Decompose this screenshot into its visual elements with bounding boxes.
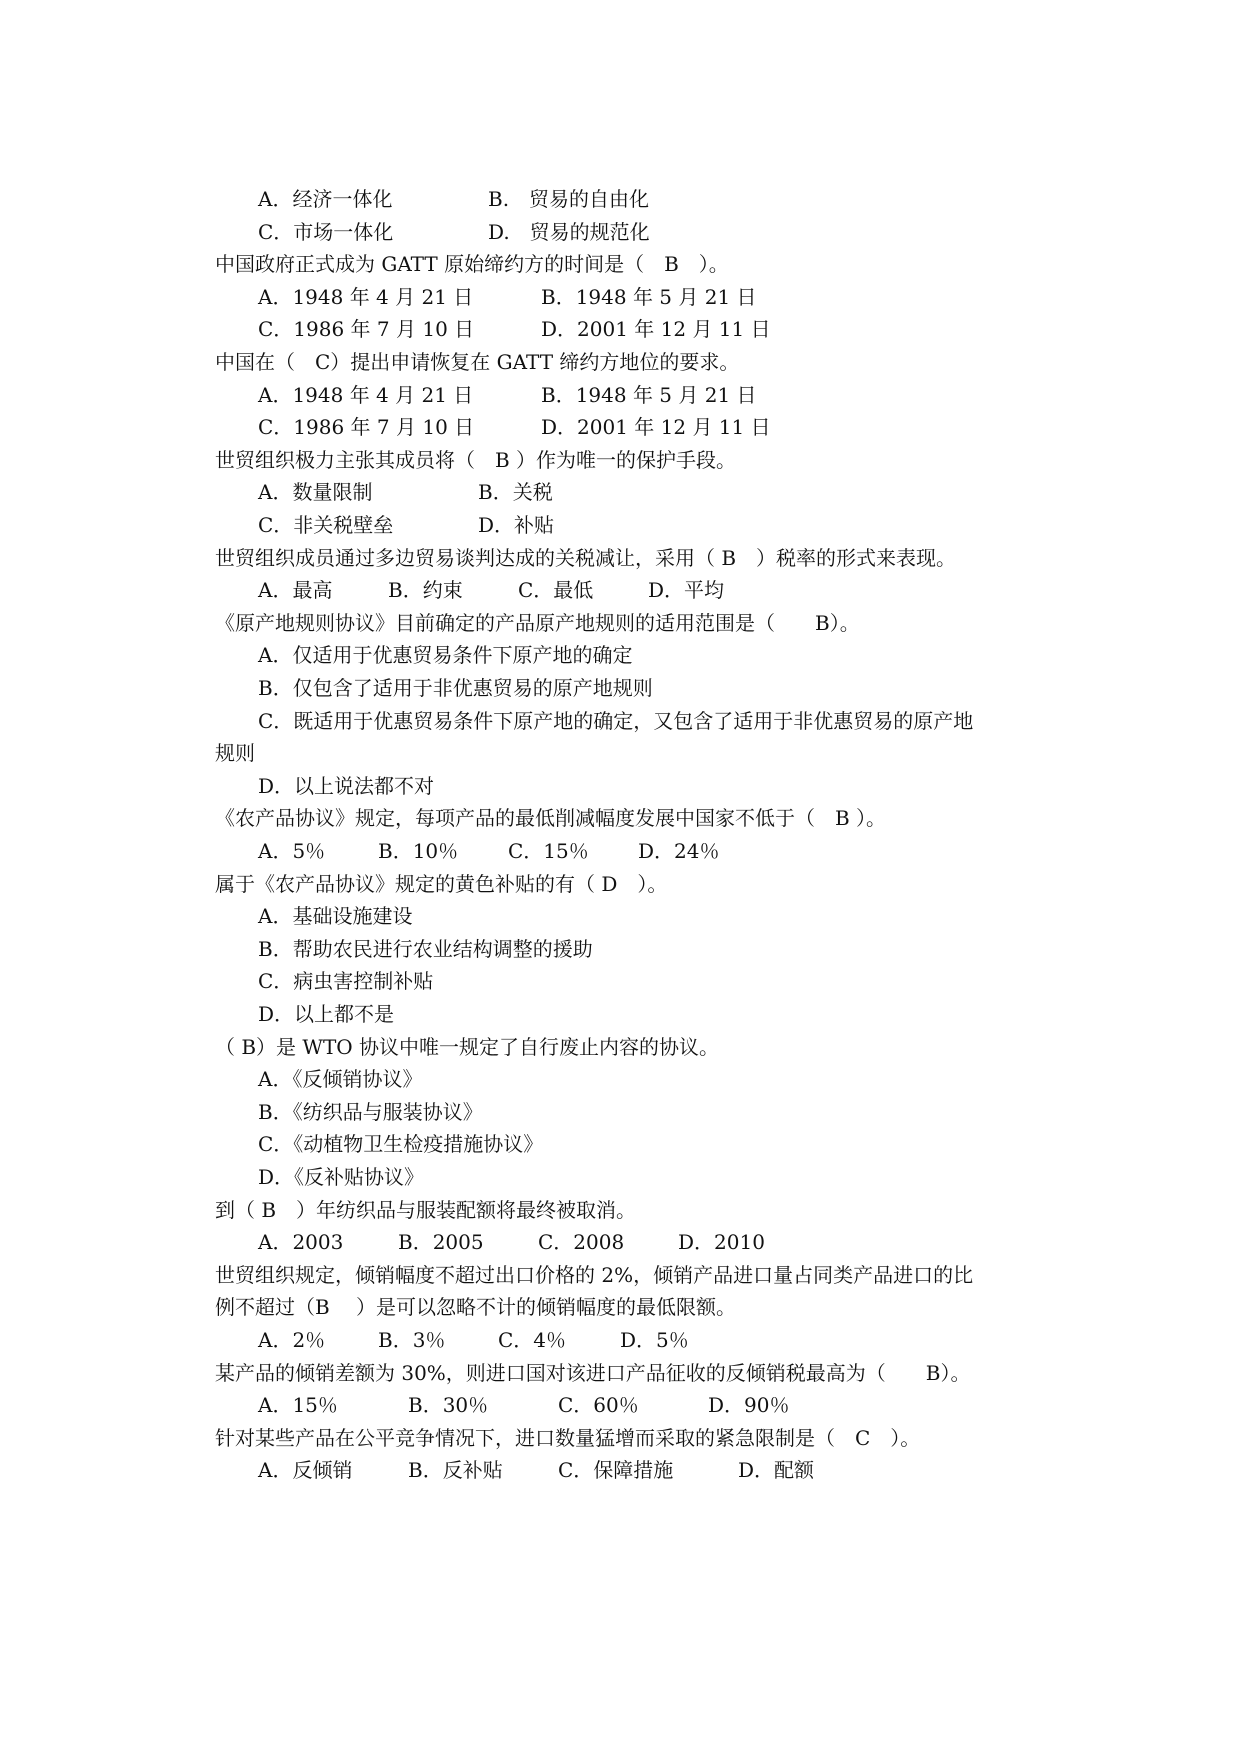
option-row [258, 183, 1088, 215]
option-row: C．病虫害控制补贴 [258, 969, 434, 994]
option-row [258, 1324, 1088, 1356]
option-row: B．《纺织品与服装协议》 [258, 1099, 483, 1124]
option-row: A．《反倾销协议》 [258, 1067, 423, 1092]
option-row [258, 313, 1088, 345]
option-item: C．4％ [498, 1328, 567, 1352]
question-line: 《原产地规则协议》目前确定的产品原产地规则的适用范围是（ B）。 [215, 610, 860, 635]
option-item: C．最低 [518, 578, 594, 603]
option-item: D．2010 [678, 1230, 765, 1255]
question-line: 世贸组织规定，倾销幅度不超过出口价格的 2%，倾销产品进口量占同类产品进口的比 [215, 1262, 974, 1287]
option-item: C．保障措施 [558, 1458, 674, 1483]
option-item: D．2001 年 12 月 11 日 [541, 415, 771, 440]
option-row: D．以上都不是 [258, 1002, 395, 1026]
option-item: B．3％ [378, 1328, 446, 1352]
option-row: A．基础设施建设 [258, 904, 413, 929]
option-item: C．1986 年 7 月 10 日 [258, 317, 475, 342]
question-line: 《农产品协议》规定，每项产品的最低削减幅度发展中国家不低于（ B ）。 [215, 806, 887, 831]
option-row [258, 411, 1088, 443]
option-item: D．2001 年 12 月 11 日 [541, 317, 771, 342]
option-row: B．帮助农民进行农业结构调整的援助 [258, 936, 593, 961]
option-item: D．24％ [638, 839, 720, 863]
option-row: C．既适用于优惠贸易条件下原产地的确定，又包含了适用于非优惠贸易的原产地 [258, 708, 974, 733]
option-row [258, 379, 1088, 411]
question-line: 中国政府正式成为 GATT 原始缔约方的时间是（ B ）。 [215, 252, 729, 277]
option-row [258, 1454, 1088, 1486]
question-line: 针对某些产品在公平竞争情况下，进口数量猛增而采取的紧急限制是（ C ）。 [215, 1425, 921, 1450]
question-line: 到（ B ）年纺织品与服装配额将最终被取消。 [215, 1197, 637, 1222]
question-line: 中国在（ C）提出申请恢复在 GATT 缔约方地位的要求。 [215, 350, 740, 374]
question-line: 某产品的倾销差额为 30%，则进口国对该进口产品征收的反倾销税最高为（ B）。 [215, 1360, 971, 1385]
option-item: B．2005 [398, 1230, 484, 1255]
option-row: D．以上说法都不对 [258, 773, 435, 798]
option-item: A．5％ [258, 839, 326, 863]
option-item: C．市场一体化 [258, 219, 394, 244]
question-line: 世贸组织极力主张其成员将（ B ）作为唯一的保护手段。 [215, 447, 737, 472]
option-item: B．1948 年 5 月 21 日 [541, 284, 757, 309]
option-item: B．1948 年 5 月 21 日 [541, 382, 757, 407]
option-row: D．《反补贴协议》 [258, 1165, 425, 1189]
option-item: A．最高 [258, 578, 333, 603]
option-row [258, 509, 1088, 541]
option-item: A．反倾销 [258, 1458, 353, 1483]
option-item: C．60％ [558, 1393, 639, 1418]
question-line: 属于《农产品协议》规定的黄色补贴的有（ D ）。 [215, 871, 668, 896]
option-item: C．非关税壁垒 [258, 513, 394, 537]
option-item: A．1948 年 4 月 21 日 [258, 284, 474, 309]
option-item: A．15％ [258, 1393, 338, 1418]
option-row: C．《动植物卫生检疫措施协议》 [258, 1132, 544, 1157]
option-row [258, 476, 1088, 508]
option-item: D. 贸易的规范化 [488, 219, 650, 244]
option-row [258, 1226, 1088, 1258]
option-item: B．反补贴 [408, 1458, 503, 1483]
option-row: A．仅适用于优惠贸易条件下原产地的确定 [258, 643, 633, 668]
option-row [258, 216, 1088, 248]
option-item: D．配额 [738, 1458, 815, 1483]
question-line: 世贸组织成员通过多边贸易谈判达成的关税减让，采用（ B ）税率的形式来表现。 [215, 545, 957, 570]
option-item: A．2003 [258, 1230, 344, 1255]
option-item: D．补贴 [478, 513, 555, 537]
option-item: A．数量限制 [258, 480, 373, 505]
option-item: B．10％ [378, 839, 459, 863]
option-item: D．90％ [708, 1393, 790, 1418]
continuation-line: 例不超过（B ）是可以忽略不计的倾销幅度的最低限额。 [215, 1295, 737, 1320]
option-item: C．15％ [508, 839, 589, 863]
option-item: B．30％ [408, 1393, 489, 1418]
option-row [258, 281, 1088, 313]
option-item: B．约束 [388, 578, 463, 603]
option-item: C．2008 [538, 1230, 625, 1255]
option-item: D．5％ [620, 1328, 689, 1352]
continuation-line: 规则 [215, 741, 255, 766]
question-line: （ B）是 WTO 协议中唯一规定了自行废止内容的协议。 [215, 1034, 720, 1059]
option-item: B. 贸易的自由化 [488, 187, 650, 211]
option-row [258, 835, 1088, 867]
option-item: A．1948 年 4 月 21 日 [258, 382, 474, 407]
option-item: D．平均 [648, 578, 725, 603]
option-row [258, 1389, 1088, 1421]
option-row [258, 574, 1088, 606]
option-item: C．1986 年 7 月 10 日 [258, 415, 475, 440]
option-item: B．关税 [478, 480, 553, 505]
option-item: A．2％ [258, 1328, 326, 1352]
option-item: A．经济一体化 [258, 187, 393, 211]
option-row: B．仅包含了适用于非优惠贸易的原产地规则 [258, 676, 653, 700]
